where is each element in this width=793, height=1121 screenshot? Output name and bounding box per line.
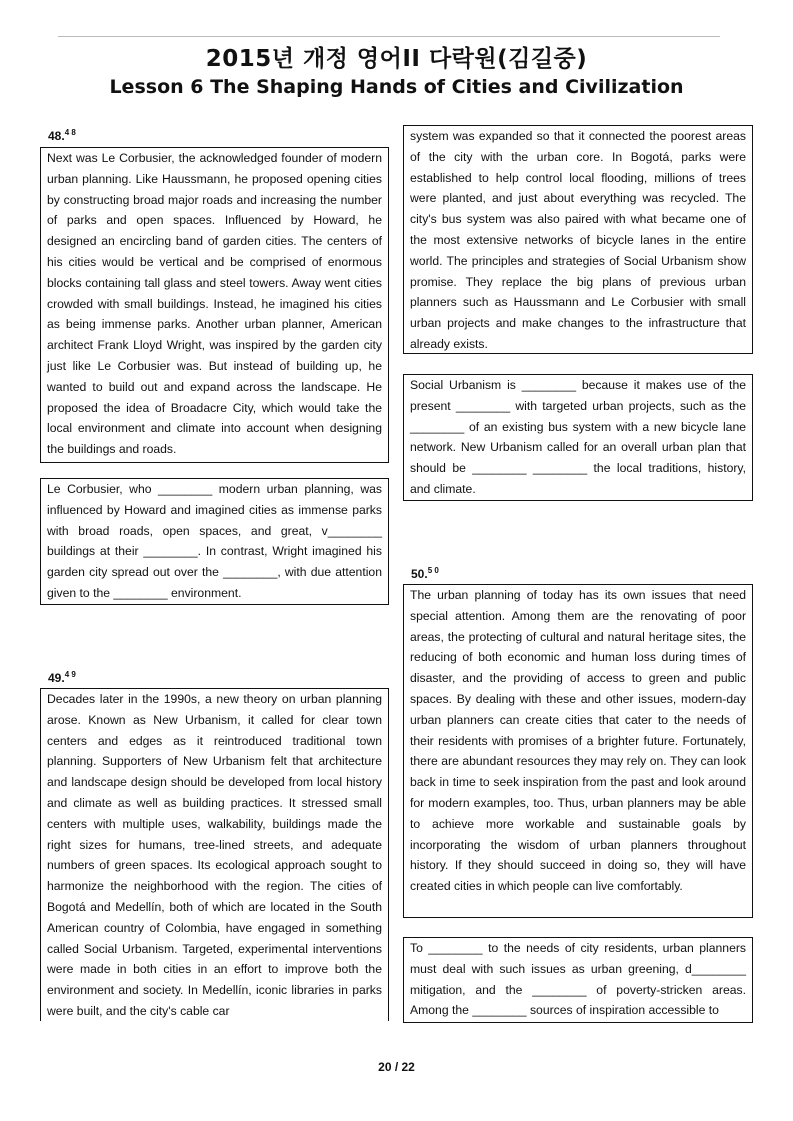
question-50-summary: To ________ to the needs of city residents, urban planners must deal with such issues as urban greening, d________ mitigation, and the ________ of poverty-stricken areas. Among the ________ sources of inspiration accessible to <box>403 937 753 1023</box>
page-number: 20 / 22 <box>378 1060 415 1074</box>
question-50-passage: The urban planning of today has its own issues that need special attention. Among them are the renovating of poor areas, the protecting of cultural and natural heritage sites, the reducing of both economic and human loss during times of disaster, and the providing of access to green and public spaces. By dealing with these and other issues, modern-day urban planners can create cities that cater to the needs of their residents with promises of a brighter future. Fortunately, there are abundant resources they may rely on. They can look back in time to seek inspiration from the past and look around for modern examples, too. Thus, urban planners may be able to achieve more workable and sustainable goals by incorporating the wisdom of urban planners throughout history. If they should succeed in doing so, they will have created cities in which people can live comfortably. <box>403 584 753 918</box>
question-50-number: 50.$^{5 0}$ <box>411 566 439 581</box>
question-49-passage: Decades later in the 1990s, a new theory on urban planning arose. Known as New Urbanism, it called for clear town centers and edges as it reintroduced traditional town planning. Supporters of New Urbanism felt that architecture and landscape design should be developed from local history and climate as well as building practices. It stressed small centers with multiple uses, walkability, buildings made the right sizes for humans, tree-lined streets, and adequate numbers of green spaces. Its ecological approach sought to harmonize the neighborhood with the region. The cities of Bogotá and Medellín, both of which are located in the South American country of Colombia, have engaged in something called Social Urbanism. Targeted, experimental interventions were made in both cities in an effort to improve both the environment and society. In Medellín, iconic libraries in parks were built, and the city's cable car <box>40 688 389 1021</box>
question-48-passage: Next was Le Corbusier, the acknowledged founder of modern urban planning. Like Haussmann, he proposed opening cities by constructing broad major roads and increasing the number of parks and open spaces. Influenced by Howard, he designed an encircling band of garden cities. The centers of his cities would be vertical and be comprised of enormous blocks containing tall glass and steel towers. Away went cities crowded with small buildings. Instead, he imagined his cities as being immense parks. Another urban planner, American architect Frank Lloyd Wright, was inspired by the garden city just like Le Corbusier was. But instead of building up, he wanted to build out and expand across the landscape. He proposed the idea of Broadacre City, which would take the local environment and climate into account when designing the buildings and roads. <box>40 147 389 463</box>
question-48-number: 48.$^{4 8}$ <box>48 128 76 143</box>
question-49-number: 49.$^{4 9}$ <box>48 670 76 685</box>
question-49-summary: Social Urbanism is ________ because it makes use of the present ________ with targeted urban projects, such as the ________ of an existing bus system with a new bicycle lane network. New Urbanism called for an overall urban plan that should be ________ ________ the local traditions, history, and climate. <box>403 374 753 501</box>
lesson-title: Lesson 6 The Shaping Hands of Cities and Civilization <box>109 76 684 98</box>
header-rule <box>58 36 720 37</box>
question-48-summary: Le Corbusier, who ________ modern urban planning, was influenced by Howard and imagined cities as immense parks with broad roads, open spaces, and great, v________ buildings at their ________. In contrast, Wright imagined his garden city spread out over the ________, with due attention given to the ________ environment. <box>40 478 389 605</box>
question-49-passage-continued: system was expanded so that it connected the poorest areas of the city with the urban core. In Bogotá, parks were established to help control local flooding, millions of trees were planted, and just about everything was recycled. The city's bus system was also paired with what became one of the most extensive networks of bicycle lanes in the entire world. The principles and strategies of Social Urbanism show promise. They replace the big plans of previous urban planners such as Haussmann and Le Corbusier with small urban projects and make changes to the infrastructure that already exists. <box>403 125 753 354</box>
page-title: 2015년 개정 영어II 다락원(김길중) <box>205 46 588 72</box>
